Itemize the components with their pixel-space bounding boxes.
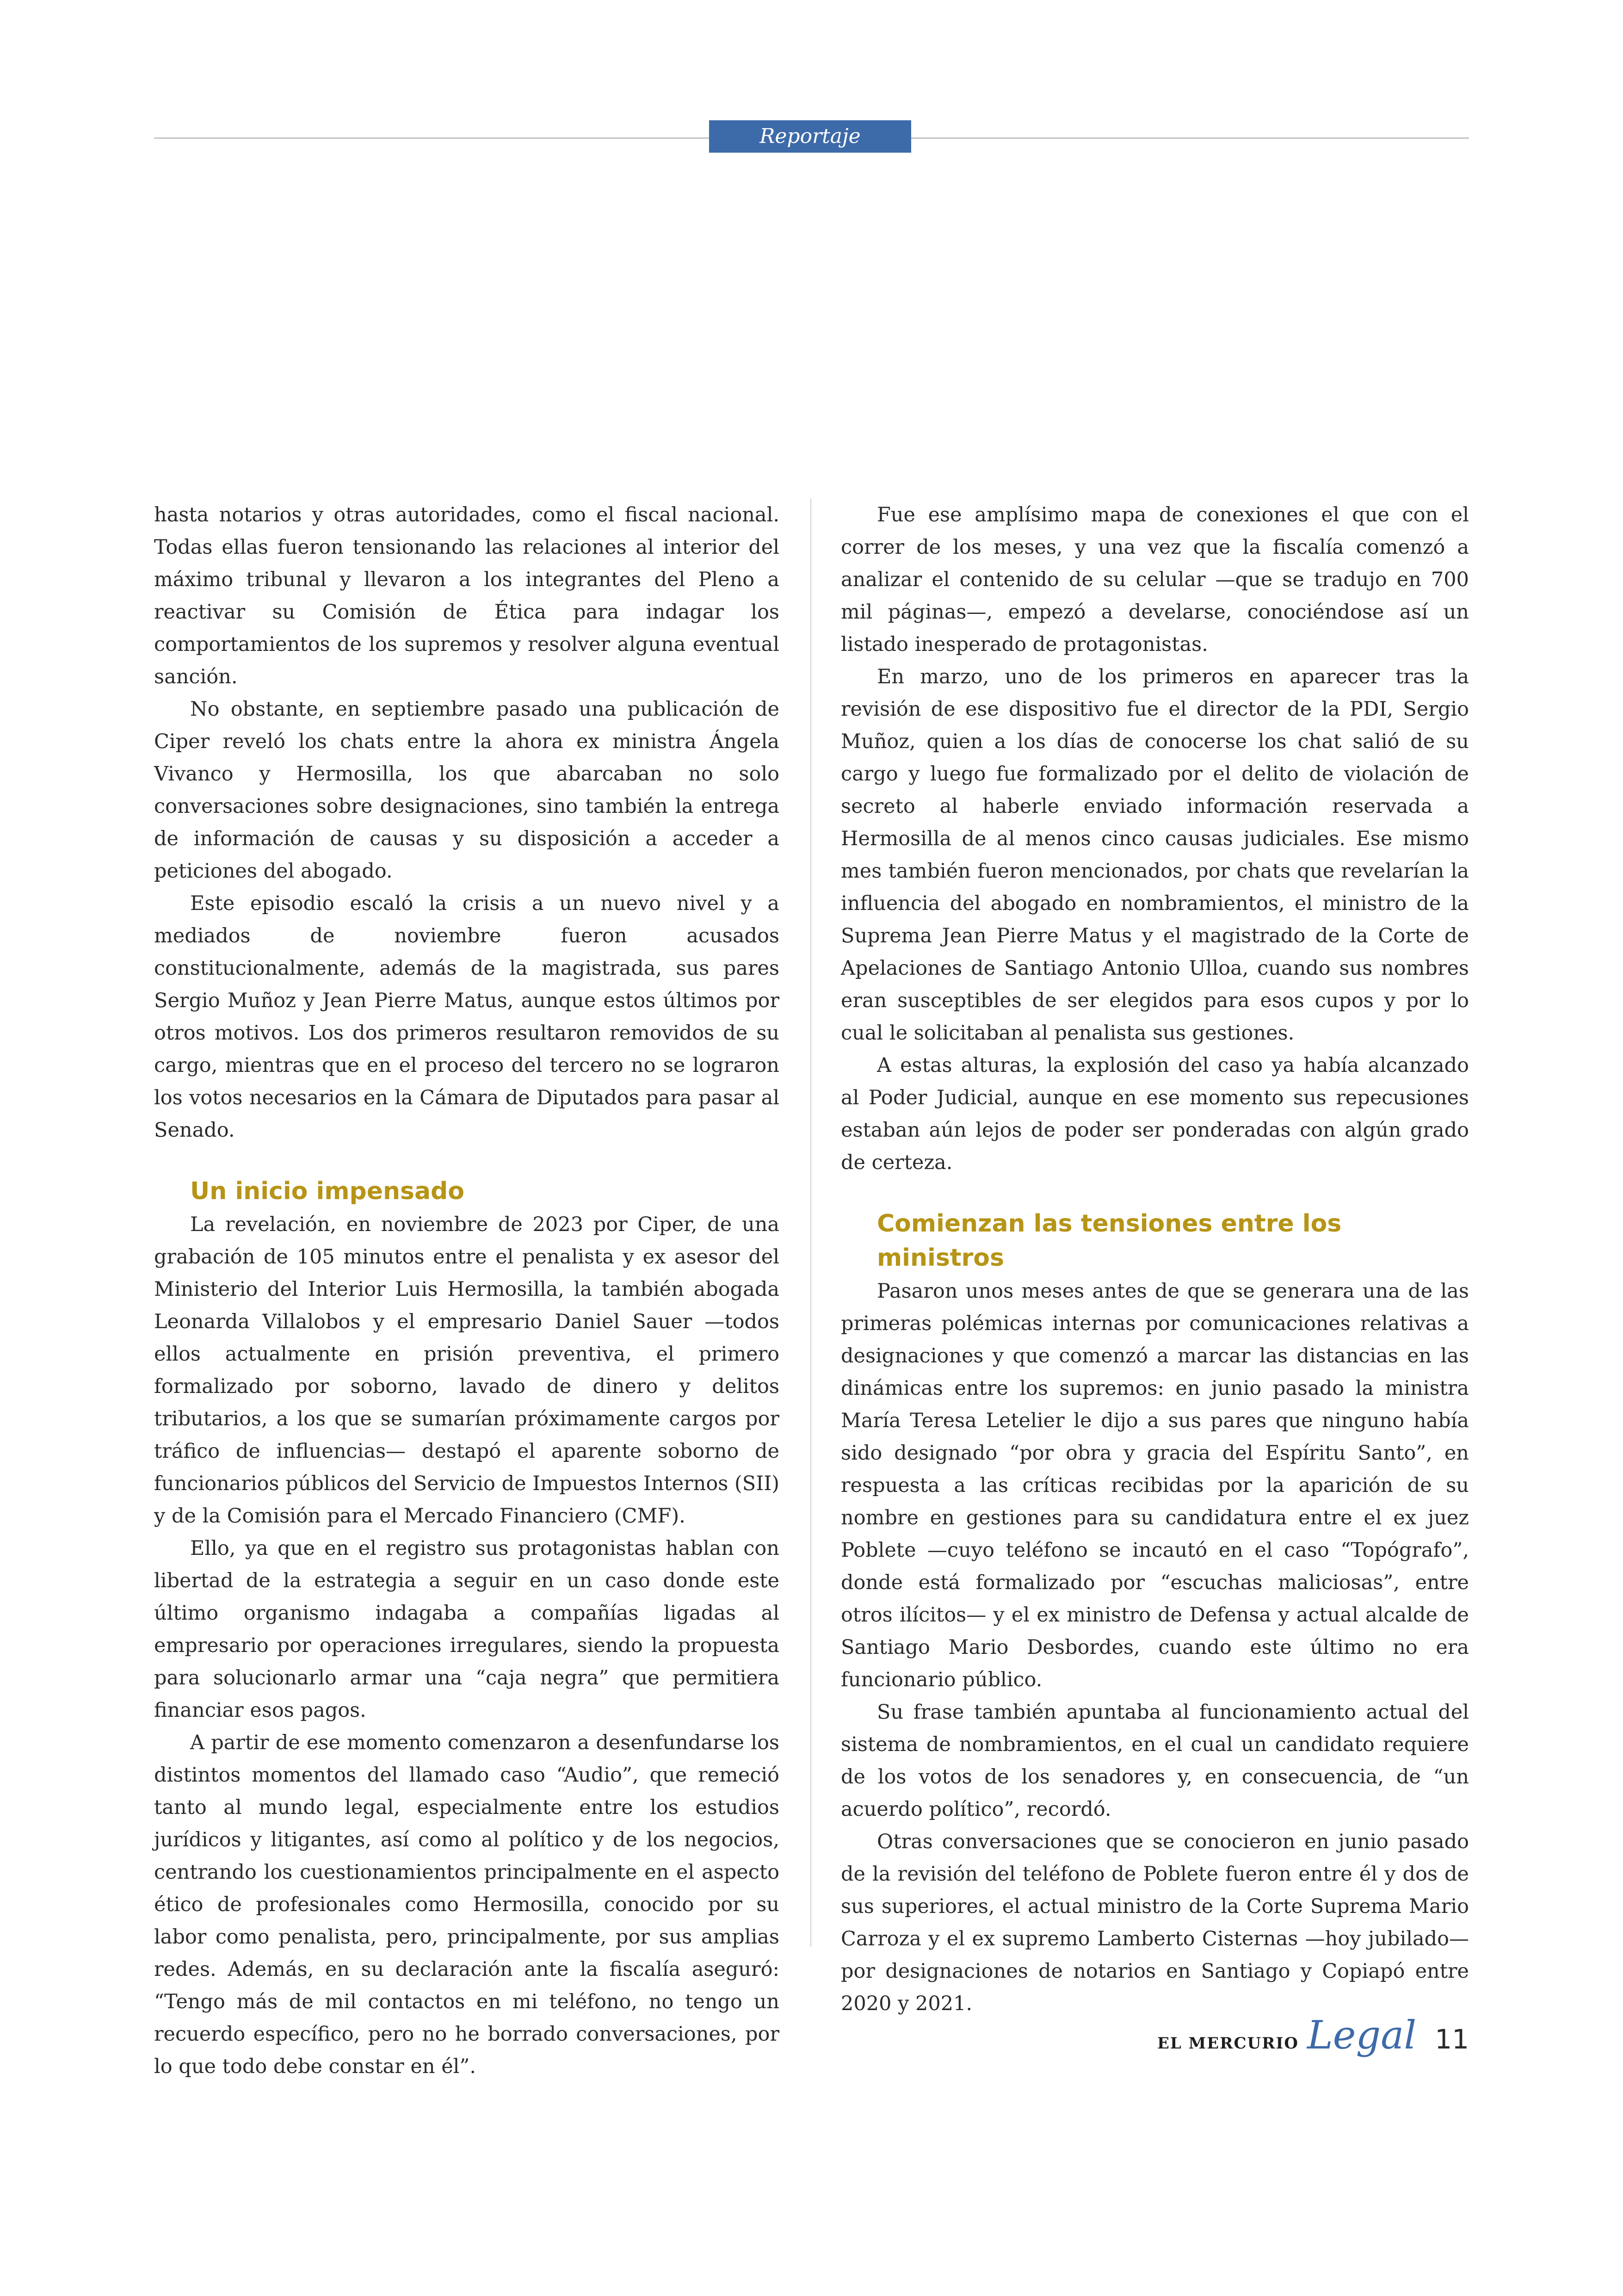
paragraph: Otras conversaciones que se conocieron en junio pasado de la revisión del teléfono de Poblete fueron entre él y dos de sus superiores, el actual ministro de la Corte Suprema Mario Carroza y el ex supremo Lamberto Cisternas —hoy jubilado— por designaciones de notarios en Santiago y Copiapó entre 2020 y 2021. bbox=[841, 1830, 1469, 2015]
supplement-name: Legal bbox=[1307, 2012, 1417, 2058]
section-label: Reportaje bbox=[709, 120, 911, 153]
page-footer bbox=[1157, 2012, 1469, 2063]
paragraph: A estas alturas, la explosión del caso ya había alcanzado al Poder Judicial, aunque en ese momento sus repecusiones estaban aún lejos de poder ser ponderadas con algún grado de certeza. bbox=[841, 1054, 1469, 1174]
subheading-comienzan-las-tensiones: Comienzan las tensiones entre los ministros bbox=[877, 1210, 1342, 1272]
page-number: 11 bbox=[1435, 2024, 1469, 2055]
paragraph: hasta notarios y otras autoridades, como el fiscal nacional. Todas ellas fueron tensionando las relaciones al interior del máximo tribunal y llevaron a los integrantes del Pleno a reactivar su Comisión de Ética para indagar los comportamientos de los supremos y resolver alguna eventual sanción. bbox=[154, 503, 779, 688]
subheading-un-inicio-impensado: Un inicio impensado bbox=[190, 1177, 464, 1205]
paragraph: Ello, ya que en el registro sus protagonistas hablan con libertad de la estrategia a seguir en un caso donde este último organismo indagaba a compañías ligadas al empresario por operaciones irregulares, siendo la propuesta para solucionarlo armar una “caja negra” que permitiera financiar esos pagos. bbox=[154, 1537, 779, 1722]
paragraph: Pasaron unos meses antes de que se generara una de las primeras polémicas internas por comunicaciones relativas a designaciones y que comenzó a marcar las distancias en las dinámicas entre los supremos: en junio pasado la ministra María Teresa Letelier le dijo a sus pares que ninguno había sido designado “por obra y gracia del Espíritu Santo”, en respuesta a las críticas recibidas por la aparición de su nombre en gestiones para su candidatura entre el ex juez Poblete —cuyo teléfono se incautó en el caso “Topógrafo”, donde está formalizado por “escuchas maliciosas”, entre otros ilícitos— y el ex ministro de Defensa y actual alcalde de Santiago Mario Desbordes, cuando este último no era funcionario público. bbox=[841, 1280, 1469, 1691]
paragraph: Este episodio escaló la crisis a un nuevo nivel y a mediados de noviembre fueron acusados constitucionalmente, además de la magistrada, sus pares Sergio Muñoz y Jean Pierre Matus, aunque estos últimos por otros motivos. Los dos primeros resultaron removidos de su cargo, mientras que en el proceso del tercero no se lograron los votos necesarios en la Cámara de Diputados para pasar al Senado. bbox=[154, 892, 779, 1142]
paragraph: La revelación, en noviembre de 2023 por Ciper, de una grabación de 105 minutos entre el penalista y ex asesor del Ministerio del Interior Luis Hermosilla, la también abogada Leonarda Villalobos y el empresario Daniel Sauer —todos ellos actualmente en prisión preventiva, el primero formalizado por soborno, lavado de dinero y delitos tributarios, a los que se sumarían próximamente cargos por tráfico de influencias— destapó el aparente soborno de funcionarios públicos del Servicio de Impuestos Internos (SII) y de la Comisión para el Mercado Financiero (CMF). bbox=[154, 1213, 779, 1528]
paragraph: En marzo, uno de los primeros en aparecer tras la revisión de ese dispositivo fue el director de la PDI, Sergio Muñoz, quien a los días de conocerse los chat salió de su cargo y luego fue formalizado por el delito de violación de secreto al haberle enviado información reservada a Hermosilla de al menos cinco causas judiciales. Ese mismo mes también fueron mencionados, por chats que revelarían la influencia del abogado en nombramientos, el ministro de la Suprema Jean Pierre Matus y el magistrado de la Corte de Apelaciones de Santiago Antonio Ulloa, cuando sus nombres eran susceptibles de ser elegidos para esos cupos y por lo cual le solicitaban al penalista sus gestiones. bbox=[841, 665, 1469, 1045]
paragraph: No obstante, en septiembre pasado una publicación de Ciper reveló los chats entre la ahora ex ministra Ángela Vivanco y Hermosilla, los que abarcaban no solo conversaciones sobre designaciones, sino también la entrega de información de causas y su disposición a acceder a peticiones del abogado. bbox=[154, 698, 779, 883]
publication-name: EL MERCURIO bbox=[1157, 2034, 1299, 2053]
paragraph: Su frase también apuntaba al funcionamiento actual del sistema de nombramientos, en el cual un candidato requiere de los votos de los senadores y, en consecuencia, de “un acuerdo político”, recordó. bbox=[841, 1701, 1469, 1821]
paragraph: Fue ese amplísimo mapa de conexiones el que con el correr de los meses, y una vez que la fiscalía comenzó a analizar el contenido de su celular —que se tradujo en 700 mil páginas—, empezó a develarse, conociéndose así un listado inesperado de protagonistas. bbox=[841, 503, 1469, 656]
column-divider bbox=[810, 499, 811, 1947]
article-column-left bbox=[154, 499, 779, 2083]
article-column-right bbox=[841, 499, 1469, 2020]
paragraph: A partir de ese momento comenzaron a desenfundarse los distintos momentos del llamado caso “Audio”, que remeció tanto al mundo legal, especialmente entre los estudios jurídicos y litigantes, así como al político y de los negocios, centrando los cuestionamientos principalmente en el aspecto ético de profesionales como Hermosilla, conocido por su labor como penalista, pero, principalmente, por sus amplias redes. Además, en su declaración ante la fiscalía aseguró: “Tengo más de mil contactos en mi teléfono, no tengo un recuerdo específico, pero no he borrado conversaciones, por lo que todo debe constar en él”. bbox=[154, 1731, 779, 2078]
